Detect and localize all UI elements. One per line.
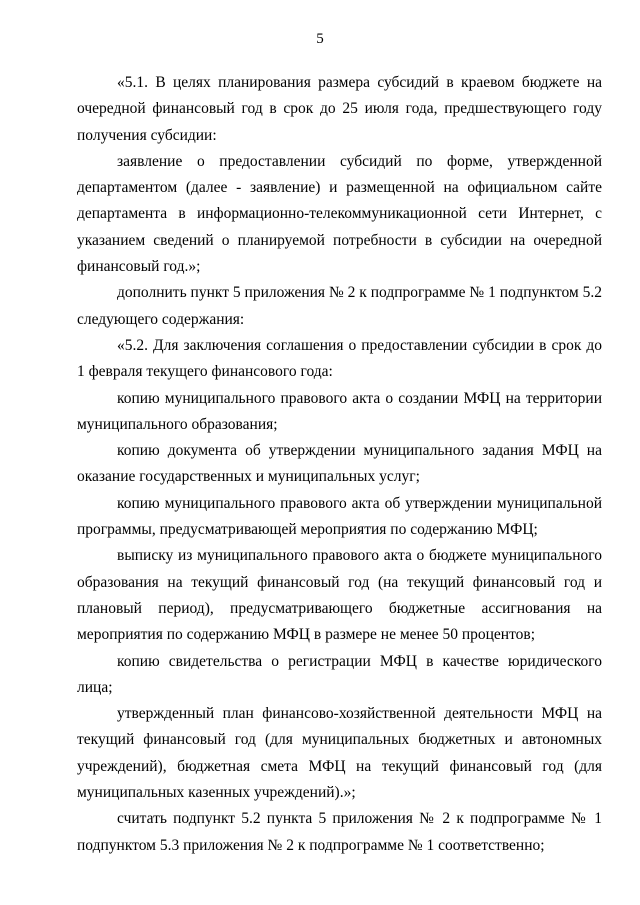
paragraph-application: заявление о предоставлении субсидий по форме, утвержденной департаментом (далее - заявление) и размещенной на официальном сайте департамента в информационно-телекоммуникационной сети Интернет, с указанием сведений о планируемой потребности в субсидии на очередной финансовый год.»; xyxy=(77,152,602,276)
page-number: 5 xyxy=(316,31,324,47)
paragraph-add-subclause: дополнить пункт 5 приложения № 2 к подпрограмме № 1 подпунктом 5.2 следующего содержания: xyxy=(77,284,602,328)
document-body xyxy=(77,70,602,859)
paragraph-renumber: считать подпункт 5.2 пункта 5 приложения № 2 к подпрограмме № 1 подпунктом 5.3 приложения № 2 к подпрограмме № 1 соответственно; xyxy=(77,810,602,854)
paragraph-financial-plan: утвержденный план финансово-хозяйственной деятельности МФЦ на текущий финансовый год (для муниципальных бюджетных и автономных учреждений), бюджетная смета МФЦ на текущий финансовый год (для муниципальных казенных учреждений).»; xyxy=(77,705,602,802)
paragraph-5-1-intro: «5.1. В целях планирования размера субсидий в краевом бюджете на очередной финансовый год в срок до 25 июля года, предшествующего году получения субсидии: xyxy=(77,74,602,144)
paragraph-municipal-program: копию муниципального правового акта об утверждении муниципальной программы, предусматривающей мероприятия по содержанию МФЦ; xyxy=(77,494,602,539)
paragraph-5-2-intro: «5.2. Для заключения соглашения о предоставлении субсидии в срок до 1 февраля текущего финансового года: xyxy=(77,336,602,381)
paragraph-registration-certificate: копию свидетельства о регистрации МФЦ в качестве юридического лица; xyxy=(77,652,602,696)
paragraph-municipal-task: копию документа об утверждении муниципального задания МФЦ на оказание государственных и муниципальных услуг; xyxy=(77,442,602,486)
paragraph-budget-extract: выписку из муниципального правового акта о бюджете муниципального образования на текущий финансовый год (на текущий финансовый год и плановый период), предусматривающего бюджетные ассигнования на мероприятия по содержанию МФЦ в размере не менее 50 процентов; xyxy=(77,547,602,644)
paragraph-act-creation: копию муниципального правового акта о создании МФЦ на территории муниципального образования; xyxy=(77,389,602,433)
